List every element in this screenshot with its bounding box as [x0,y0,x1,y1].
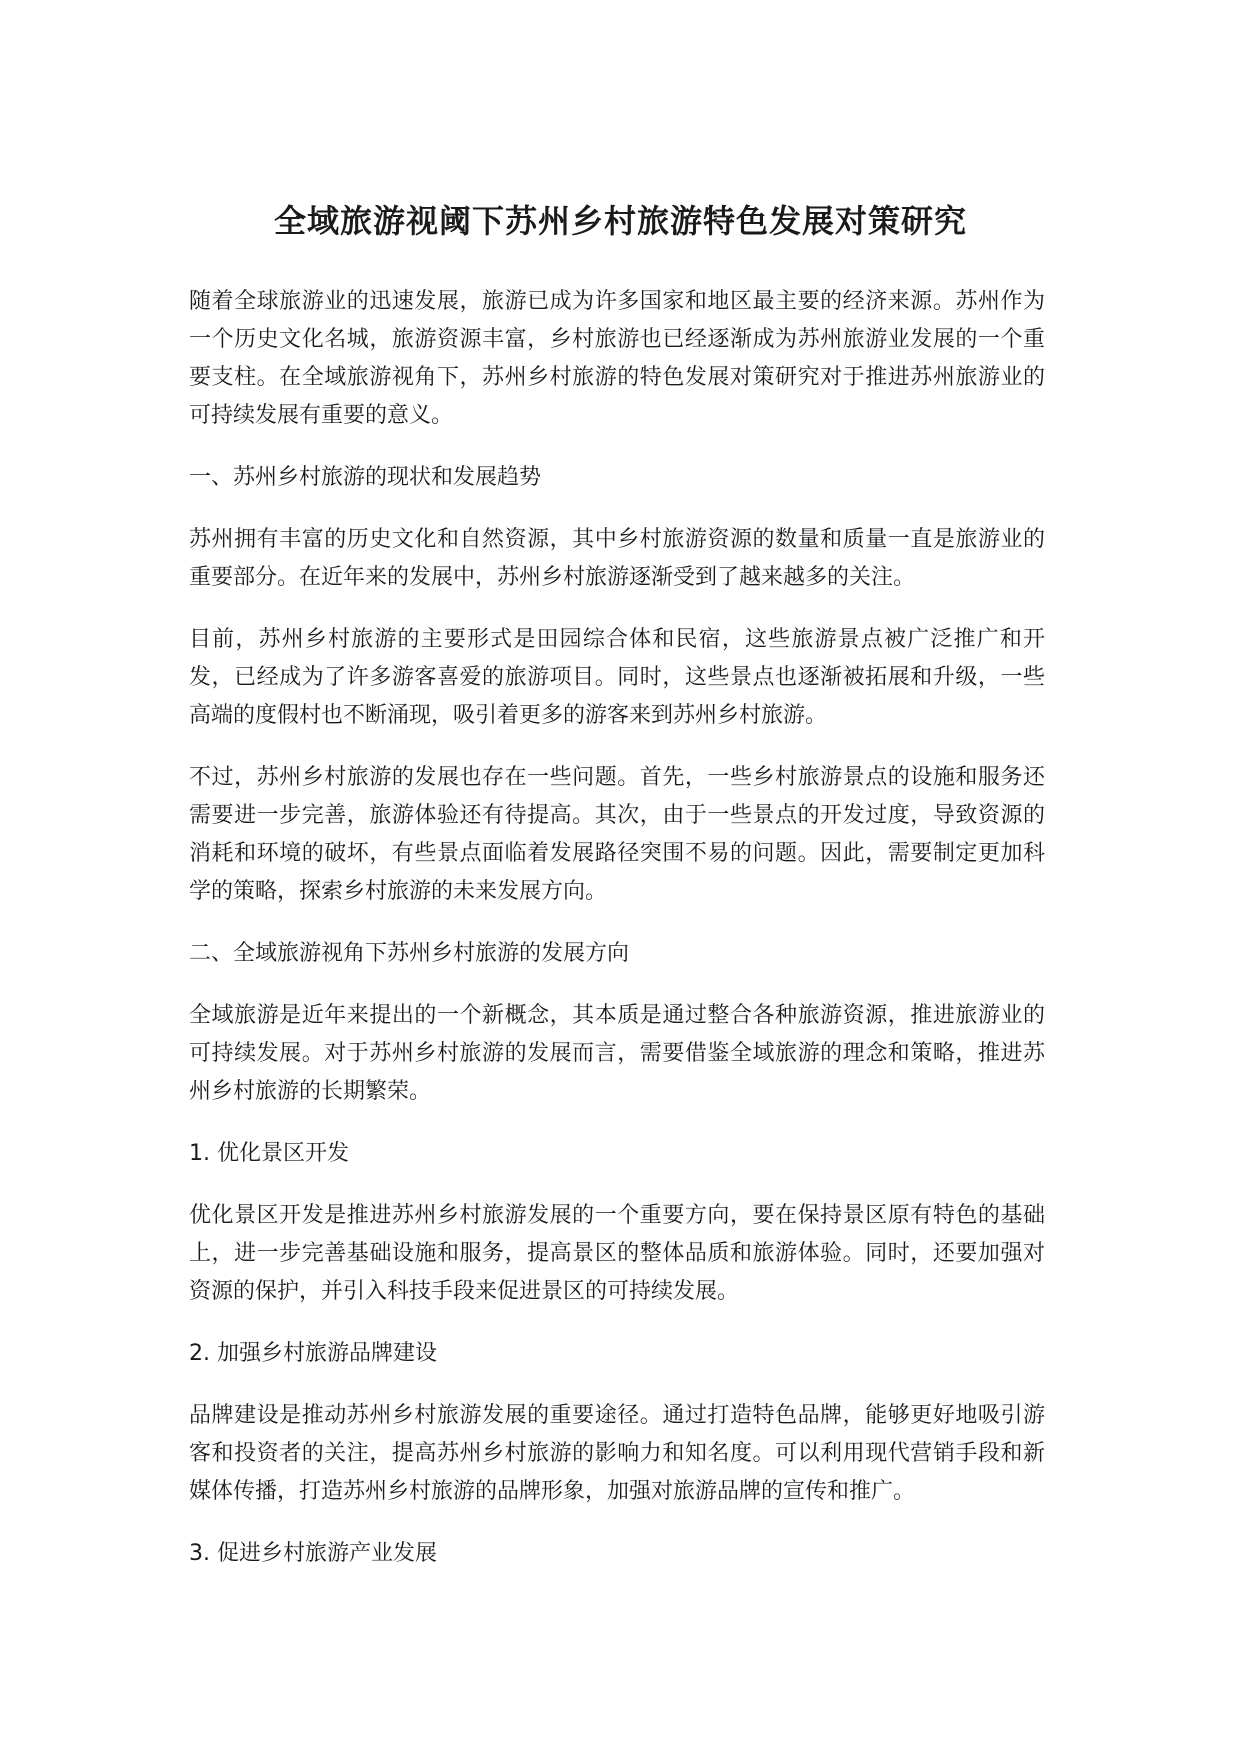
section-heading-1: 一、苏州乡村旅游的现状和发展趋势 [189,465,542,490]
subheading-3: 3. 促进乡村旅游产业发展 [189,1541,437,1566]
paragraph: 目前，苏州乡村旅游的主要形式是田园综合体和民宿，这些旅游景点被广泛推广和开发，已经成为了许多游客喜爱的旅游项目。同时，这些景点也逐渐被拓展和升级，一些高端的度假村也不断涌现，吸引着更多的游客来到苏州乡村旅游。 [189,627,1045,728]
paragraph: 品牌建设是推动苏州乡村旅游发展的重要途径。通过打造特色品牌，能够更好地吸引游客和投资者的关注，提高苏州乡村旅游的影响力和知名度。可以利用现代营销手段和新媒体传播，打造苏州乡村旅游的品牌形象，加强对旅游品牌的宣传和推广。 [189,1403,1045,1504]
intro-paragraph: 随着全球旅游业的迅速发展，旅游已成为许多国家和地区最主要的经济来源。苏州作为一个历史文化名城，旅游资源丰富，乡村旅游也已经逐渐成为苏州旅游业发展的一个重要支柱。在全域旅游视角下，苏州乡村旅游的特色发展对策研究对于推进苏州旅游业的可持续发展有重要的意义。 [189,289,1045,428]
paragraph: 优化景区开发是推进苏州乡村旅游发展的一个重要方向，要在保持景区原有特色的基础上，进一步完善基础设施和服务，提高景区的整体品质和旅游体验。同时，还要加强对资源的保护，并引入科技手段来促进景区的可持续发展。 [189,1203,1045,1304]
subheading-1: 1. 优化景区开发 [189,1141,349,1166]
section-heading-2: 二、全域旅游视角下苏州乡村旅游的发展方向 [189,941,630,966]
subheading-2: 2. 加强乡村旅游品牌建设 [189,1341,437,1366]
paragraph: 不过，苏州乡村旅游的发展也存在一些问题。首先，一些乡村旅游景点的设施和服务还需要进一步完善，旅游体验还有待提高。其次，由于一些景点的开发过度，导致资源的消耗和环境的破坏，有些景点面临着发展路径突围不易的问题。因此，需要制定更加科学的策略，探索乡村旅游的未来发展方向。 [189,765,1045,904]
paragraph: 苏州拥有丰富的历史文化和自然资源，其中乡村旅游资源的数量和质量一直是旅游业的重要部分。在近年来的发展中，苏州乡村旅游逐渐受到了越来越多的关注。 [189,527,1045,590]
document-title: 全域旅游视阈下苏州乡村旅游特色发展对策研究 [273,202,967,241]
paragraph: 全域旅游是近年来提出的一个新概念，其本质是通过整合各种旅游资源，推进旅游业的可持续发展。对于苏州乡村旅游的发展而言，需要借鉴全域旅游的理念和策略，推进苏州乡村旅游的长期繁荣。 [189,1003,1045,1104]
document-body [189,283,1045,1597]
